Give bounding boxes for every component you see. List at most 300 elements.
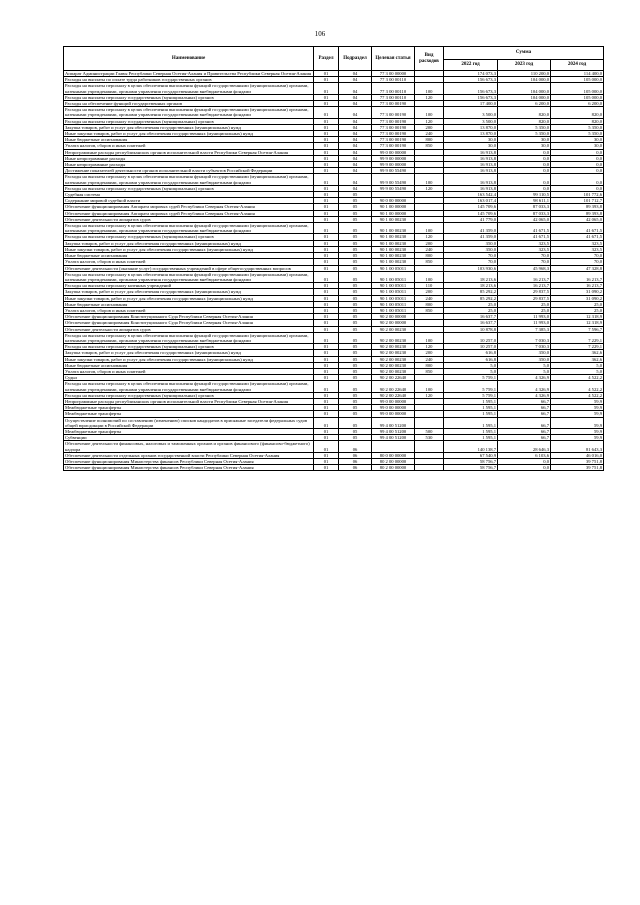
cell-2023: 0,0	[498, 162, 551, 168]
cell-article	[372, 441, 415, 452]
cell-section: 01	[314, 392, 339, 398]
cell-subsection: 06	[339, 459, 372, 465]
cell-article: 90 2 00 00230	[372, 326, 415, 332]
cell-article: 90 1 00 00230	[372, 216, 415, 222]
cell-2022: 1 595,1	[444, 405, 498, 411]
cell-2022: 16 913,8	[444, 149, 498, 155]
cell-section: 01	[314, 295, 339, 301]
cell-2023: 66,7	[498, 428, 551, 434]
cell-2022: 3 500,0	[444, 107, 498, 118]
cell-2023: 6 200,0	[498, 101, 551, 107]
table-body	[64, 71, 604, 471]
cell-section: 01	[314, 459, 339, 465]
cell-section: 01	[314, 271, 339, 282]
cell-subsection: 05	[339, 265, 372, 271]
cell-2022: 350,0	[444, 246, 498, 252]
cell-subsection: 05	[339, 362, 372, 368]
cell-name: Обеспечение функционирования Министерства финансов Республики Северная Осетия-Алания	[64, 465, 314, 471]
cell-article: 77 3 00 00000	[372, 71, 415, 77]
cell-subsection: 04	[339, 174, 372, 185]
cell-subsection: 04	[339, 168, 372, 174]
cell-2022: 25,0	[444, 301, 498, 307]
cell-name: Расходы на обеспечение функций государственных органов	[64, 101, 314, 107]
cell-subsection: 04	[339, 137, 372, 143]
cell-2022: 1 595,1	[444, 435, 498, 441]
cell-section: 01	[314, 94, 339, 100]
cell-2023: 7 030,3	[498, 344, 551, 350]
cell-2022: 10 257,0	[444, 332, 498, 343]
cell-expense-type: 530	[415, 435, 444, 441]
cell-section: 01	[314, 344, 339, 350]
cell-subsection: 04	[339, 124, 372, 130]
cell-expense-type: 100	[415, 223, 444, 234]
cell-subsection: 05	[339, 253, 372, 259]
cell-subsection: 05	[339, 381, 372, 392]
cell-subsection: 04	[339, 185, 372, 191]
cell-2023: 0,0	[498, 168, 551, 174]
cell-expense-type	[415, 417, 444, 428]
cell-expense-type: 100	[415, 271, 444, 282]
cell-article: 90 1 00 05011	[372, 301, 415, 307]
cell-article: 90 2 00 00230	[372, 368, 415, 374]
cell-expense-type: 850	[415, 307, 444, 313]
cell-2023: 66,7	[498, 411, 551, 417]
header-year-2023: 2023 год	[498, 60, 551, 71]
cell-2024: 105 000,0	[551, 77, 604, 83]
cell-2022: 30,0	[444, 137, 498, 143]
cell-article: 77 3 00 00110	[372, 77, 415, 83]
cell-2022: 156 673,3	[444, 94, 498, 100]
cell-2024: 39 751,8	[551, 459, 604, 465]
cell-2023: 6 103,6	[498, 452, 551, 458]
cell-name: Расходы на выплаты персоналу государственных (муниципальных) органов	[64, 118, 314, 124]
cell-expense-type: 120	[415, 344, 444, 350]
cell-subsection: 05	[339, 398, 372, 404]
cell-article: 99 4 00 51200	[372, 435, 415, 441]
cell-expense-type: 200	[415, 240, 444, 246]
cell-2023: 66,7	[498, 405, 551, 411]
cell-subsection: 05	[339, 417, 372, 428]
cell-name: Судебная система	[64, 192, 314, 198]
cell-expense-type: 800	[415, 137, 444, 143]
cell-expense-type: 500	[415, 428, 444, 434]
cell-2022: 163 542,4	[444, 192, 498, 198]
cell-article: 90 2 00 22640	[372, 392, 415, 398]
cell-name: Обеспечение функционирования Аппарата мировых судей Республики Северная Осетия-Алания	[64, 204, 314, 210]
cell-expense-type: 240	[415, 131, 444, 137]
cell-subsection: 05	[339, 392, 372, 398]
header-subsection: Подраздел	[339, 47, 372, 71]
cell-subsection: 05	[339, 435, 372, 441]
cell-name: Уплата налогов, сборов и иных платежей	[64, 143, 314, 149]
cell-2022: 145 709,6	[444, 210, 498, 216]
cell-2024: 0,0	[551, 174, 604, 185]
cell-subsection: 04	[339, 143, 372, 149]
cell-article: 99 9 00 00000	[372, 162, 415, 168]
cell-article: 99 0 00 00000	[372, 398, 415, 404]
cell-section: 01	[314, 259, 339, 265]
cell-section: 01	[314, 192, 339, 198]
cell-subsection: 05	[339, 375, 372, 381]
cell-name: Расходы на выплаты персоналу государственных (муниципальных) органов	[64, 94, 314, 100]
cell-section: 01	[314, 149, 339, 155]
header-article: Целевая статья	[372, 47, 415, 71]
cell-2024: 362,6	[551, 356, 604, 362]
cell-name: Иные бюджетные ассигнования	[64, 253, 314, 259]
cell-2022: 10 878,8	[444, 326, 498, 332]
cell-subsection: 05	[339, 295, 372, 301]
cell-article: 77 3 00 00190	[372, 124, 415, 130]
cell-2024: 59,9	[551, 428, 604, 434]
cell-2023: 28 646,3	[498, 441, 551, 452]
cell-2024: 46 016,0	[551, 452, 604, 458]
cell-section: 01	[314, 223, 339, 234]
cell-name: Расходы на выплаты персоналу казенных учреждений	[64, 283, 314, 289]
cell-section: 01	[314, 124, 339, 130]
cell-article: 90 1 00 05011	[372, 307, 415, 313]
cell-article: 90 1 00 00230	[372, 223, 415, 234]
cell-2022: 70,0	[444, 259, 498, 265]
cell-name: Обеспечение деятельности (оказание услуг) государственных учреждений в сфере общегосударственных вопросов	[64, 265, 314, 271]
cell-2023: 11 993,0	[498, 314, 551, 320]
cell-expense-type: 120	[415, 234, 444, 240]
cell-2024: 105 000,0	[551, 83, 604, 94]
cell-subsection: 05	[339, 307, 372, 313]
cell-2022: 174 073,3	[444, 71, 498, 77]
cell-subsection: 04	[339, 83, 372, 94]
cell-article: 90 1 00 00230	[372, 234, 415, 240]
cell-section: 01	[314, 137, 339, 143]
table-header-row	[64, 47, 604, 60]
cell-2023: 29 837,5	[498, 289, 551, 295]
cell-name: Обеспечение функционирования Аппарата мировых судей Республики Северная Осетия-Алания	[64, 210, 314, 216]
cell-subsection: 04	[339, 131, 372, 137]
cell-article: 77 3 00 00190	[372, 101, 415, 107]
cell-section: 01	[314, 107, 339, 118]
cell-2023: 42 065,0	[498, 216, 551, 222]
cell-2023: 11 993,0	[498, 320, 551, 326]
cell-article: 77 3 00 00110	[372, 83, 415, 94]
cell-2023: 7 385,3	[498, 326, 551, 332]
cell-2023: 98 611,1	[498, 198, 551, 204]
cell-2023: 5,0	[498, 362, 551, 368]
cell-name: Иные закупки товаров, работ и услуг для обеспечения государственных (муниципальных) нужд	[64, 131, 314, 137]
cell-2022: 616,8	[444, 356, 498, 362]
cell-subsection: 05	[339, 283, 372, 289]
cell-2024: 47 328,8	[551, 265, 604, 271]
cell-article: 77 3 00 00190	[372, 118, 415, 124]
cell-name: Обеспечение функционирования Конституционного Суда Республики Северная Осетия-Алания	[64, 314, 314, 320]
cell-2023: 70,0	[498, 253, 551, 259]
cell-name: Иные бюджетные ассигнования	[64, 362, 314, 368]
cell-2023: 7 030,3	[498, 332, 551, 343]
cell-2024: 59,9	[551, 411, 604, 417]
cell-section: 01	[314, 332, 339, 343]
cell-2022: 145 709,6	[444, 204, 498, 210]
cell-2022: 13 870,0	[444, 131, 498, 137]
cell-name: Закупка товаров, работ и услуг для обеспечения государственных (муниципальных) нужд	[64, 240, 314, 246]
cell-2023: 87 033,3	[498, 204, 551, 210]
cell-expense-type: 120	[415, 118, 444, 124]
cell-expense-type	[415, 465, 444, 471]
cell-expense-type: 240	[415, 246, 444, 252]
cell-subsection: 05	[339, 320, 372, 326]
cell-2023: 30,0	[498, 137, 551, 143]
cell-section: 01	[314, 101, 339, 107]
table-row	[64, 465, 604, 471]
cell-article: 90 1 00 00000	[372, 210, 415, 216]
cell-section: 01	[314, 131, 339, 137]
cell-2024: 7 596,7	[551, 326, 604, 332]
cell-article: 80 0 00 00000	[372, 452, 415, 458]
cell-section: 01	[314, 174, 339, 185]
cell-article: 77 3 00 00190	[372, 131, 415, 137]
cell-2024: 5 350,0	[551, 124, 604, 130]
cell-article: 99 9 00 55490	[372, 185, 415, 191]
cell-section: 01	[314, 435, 339, 441]
cell-2023: 0,0	[498, 465, 551, 471]
cell-article: 77 3 00 00190	[372, 107, 415, 118]
cell-subsection: 04	[339, 107, 372, 118]
cell-expense-type: 850	[415, 368, 444, 374]
cell-2024: 16 213,7	[551, 271, 604, 282]
cell-article: 90 2 00 22640	[372, 381, 415, 392]
cell-name: Обеспечение деятельности финансовых, налоговых и таможенных органов и органов финансового (финансово-бюджетного) надзора	[64, 441, 314, 452]
cell-2024: 12 318,9	[551, 314, 604, 320]
cell-name: Иные непрограммные расходы	[64, 162, 314, 168]
cell-2023: 99 110,5	[498, 192, 551, 198]
cell-2023: 16 213,7	[498, 271, 551, 282]
cell-2024: 89 393,8	[551, 204, 604, 210]
cell-2024: 105 000,0	[551, 94, 604, 100]
cell-article: 99 0 00 00000	[372, 411, 415, 417]
cell-section: 01	[314, 185, 339, 191]
cell-2024: 0,0	[551, 149, 604, 155]
cell-2022: 156 673,3	[444, 83, 498, 94]
cell-2023: 66,7	[498, 435, 551, 441]
cell-section: 01	[314, 428, 339, 434]
cell-article: 90 1 00 00230	[372, 246, 415, 252]
cell-article: 99 4 00 51200	[372, 417, 415, 428]
cell-name: Расходы на выплаты персоналу в целях обеспечения выполнения функций государственными (муниципальными) органами, казенными учреждениями, органами управления государственными внебюджетными фондами	[64, 332, 314, 343]
cell-name: Расходы на выплаты по оплате труда работников государственных органов	[64, 77, 314, 83]
cell-section: 01	[314, 234, 339, 240]
cell-name: Межбюджетные трансферты	[64, 405, 314, 411]
cell-article: 99 9 00 55490	[372, 174, 415, 185]
cell-name: Осуществление полномочий по составлению (изменению) списков кандидатов в присяжные заседатели федеральных судов общей юрисдикции в Российской Федерации	[64, 417, 314, 428]
cell-expense-type	[415, 441, 444, 452]
cell-2023: 323,5	[498, 240, 551, 246]
cell-subsection: 05	[339, 246, 372, 252]
table-row	[64, 381, 604, 392]
cell-2022: 58 756,7	[444, 459, 498, 465]
cell-2024: 0,0	[551, 155, 604, 161]
cell-2022: 85 292,2	[444, 289, 498, 295]
cell-expense-type: 240	[415, 295, 444, 301]
cell-2022: 85 292,2	[444, 295, 498, 301]
cell-name: Иные закупки товаров, работ и услуг для обеспечения государственных (муниципальных) нужд	[64, 356, 314, 362]
cell-section: 01	[314, 240, 339, 246]
cell-subsection: 05	[339, 332, 372, 343]
cell-subsection: 05	[339, 259, 372, 265]
cell-subsection: 04	[339, 118, 372, 124]
cell-article: 77 3 00 00110	[372, 94, 415, 100]
cell-2024: 31 090,2	[551, 295, 604, 301]
cell-2022: 5,0	[444, 368, 498, 374]
cell-2022: 16 637,7	[444, 320, 498, 326]
cell-name: Непрограммные расходы республиканских органов исполнительной власти Республики Северная Осетия-Алания	[64, 149, 314, 155]
cell-section: 01	[314, 381, 339, 392]
cell-2024: 4 522,2	[551, 375, 604, 381]
cell-2022: 18 213,6	[444, 271, 498, 282]
cell-article: 90 2 00 00230	[372, 344, 415, 350]
cell-section: 01	[314, 314, 339, 320]
cell-section: 01	[314, 168, 339, 174]
cell-name: Расходы на выплаты персоналу государственных (муниципальных) органов	[64, 185, 314, 191]
cell-2023: 5,0	[498, 368, 551, 374]
cell-2024: 25,0	[551, 307, 604, 313]
header-sum: Сумма	[444, 47, 604, 60]
cell-subsection: 04	[339, 149, 372, 155]
cell-article: 90 2 00 00230	[372, 332, 415, 343]
cell-section: 01	[314, 350, 339, 356]
cell-name: Уплата налогов, сборов и иных платежей	[64, 307, 314, 313]
cell-name: Расходы на выплаты персоналу в целях обеспечения выполнения функций государственными (муниципальными) органами, казенными учреждениями, органами управления государственными внебюджетными фондами	[64, 271, 314, 282]
cell-name: Обеспечение функционирования Конституционного Суда Республики Северная Осетия-Алания	[64, 320, 314, 326]
cell-subsection: 05	[339, 198, 372, 204]
cell-article: 80 2 00 00000	[372, 459, 415, 465]
table-row	[64, 174, 604, 185]
cell-2022: 3 500,0	[444, 118, 498, 124]
cell-article: 77 3 00 00190	[372, 137, 415, 143]
cell-2023: 0,0	[498, 174, 551, 185]
cell-2023: 0,0	[498, 155, 551, 161]
cell-subsection: 04	[339, 162, 372, 168]
cell-article: 90 2 00 00230	[372, 362, 415, 368]
cell-2024: 59,9	[551, 435, 604, 441]
cell-name: Межбюджетные трансферты	[64, 411, 314, 417]
cell-article: 90 2 00 00000	[372, 314, 415, 320]
cell-name: Уплата налогов, сборов и иных платежей	[64, 259, 314, 265]
cell-name: Иные закупки товаров, работ и услуг для обеспечения государственных (муниципальных) нужд	[64, 246, 314, 252]
cell-2023: 350,0	[498, 350, 551, 356]
cell-name: Межбюджетные трансферты	[64, 428, 314, 434]
cell-section: 01	[314, 143, 339, 149]
cell-subsection: 05	[339, 240, 372, 246]
cell-article: 90 1 00 05011	[372, 289, 415, 295]
cell-name: Субвенции	[64, 435, 314, 441]
cell-2022: 10 257,0	[444, 344, 498, 350]
table-row	[64, 107, 604, 118]
cell-2022: 16 637,7	[444, 314, 498, 320]
cell-subsection: 05	[339, 271, 372, 282]
cell-2024: 323,5	[551, 246, 604, 252]
cell-expense-type: 200	[415, 124, 444, 130]
cell-2023: 4 326,9	[498, 375, 551, 381]
cell-2024: 820,0	[551, 118, 604, 124]
cell-section: 01	[314, 465, 339, 471]
cell-article: 90 2 00 00230	[372, 350, 415, 356]
cell-2022: 41 779,0	[444, 216, 498, 222]
cell-subsection: 06	[339, 452, 372, 458]
cell-2023: 104 000,0	[498, 83, 551, 94]
cell-expense-type: 110	[415, 283, 444, 289]
cell-2022: 5 759,1	[444, 392, 498, 398]
cell-2024: 41 671,5	[551, 234, 604, 240]
cell-name: Расходы на выплаты персоналу в целях обеспечения выполнения функций государственными (муниципальными) органами, казенными учреждениями, органами управления государственными внебюджетными фондами	[64, 223, 314, 234]
cell-section: 01	[314, 204, 339, 210]
cell-article: 77 3 00 00190	[372, 143, 415, 149]
cell-expense-type: 100	[415, 381, 444, 392]
cell-article: 99 4 00 51200	[372, 428, 415, 434]
cell-name: Аппарат Администрации Главы Республики Северная Осетия-Алания и Правительства Республики Северная Осетия-Алания	[64, 71, 314, 77]
cell-article: 90 1 00 05011	[372, 283, 415, 289]
cell-article: 99 9 00 00000	[372, 155, 415, 161]
header-year-2024: 2024 год	[551, 60, 604, 71]
cell-2024: 30,0	[551, 137, 604, 143]
cell-section: 01	[314, 398, 339, 404]
cell-article: 90 1 00 05011	[372, 271, 415, 282]
cell-expense-type: 800	[415, 362, 444, 368]
cell-2022: 5 759,1	[444, 375, 498, 381]
cell-2022: 103 930,6	[444, 265, 498, 271]
cell-2022: 140 138,7	[444, 441, 498, 452]
cell-2023: 323,5	[498, 246, 551, 252]
cell-2022: 156 673,3	[444, 77, 498, 83]
cell-subsection: 05	[339, 350, 372, 356]
cell-section: 01	[314, 356, 339, 362]
cell-name: Иные непрограммные расходы	[64, 155, 314, 161]
cell-name: Непрограммные расходы республиканских органов исполнительной власти Республики Северная Осетия-Алания	[64, 398, 314, 404]
header-expense-type: Вид расходов	[415, 47, 444, 71]
cell-name: Иные бюджетные ассигнования	[64, 301, 314, 307]
cell-2022: 1 595,1	[444, 411, 498, 417]
cell-2024: 101 712,7	[551, 198, 604, 204]
cell-article: 90 1 00 00230	[372, 253, 415, 259]
cell-name: Обеспечение деятельности аппаратов судов	[64, 326, 314, 332]
cell-2024: 5 350,0	[551, 131, 604, 137]
cell-name: Судьи	[64, 375, 314, 381]
cell-2024: 59,9	[551, 398, 604, 404]
table-row	[64, 441, 604, 452]
page-number: 106	[314, 30, 326, 38]
cell-subsection: 04	[339, 101, 372, 107]
cell-name: Иные бюджетные ассигнования	[64, 137, 314, 143]
cell-2023: 5 350,0	[498, 131, 551, 137]
cell-subsection: 05	[339, 405, 372, 411]
cell-2022: 16 913,8	[444, 155, 498, 161]
cell-subsection: 06	[339, 465, 372, 471]
cell-name: Расходы на выплаты персоналу в целях обеспечения выполнения функций государственными (муниципальными) органами, казенными учреждениями, органами управления государственными внебюджетными фондами	[64, 381, 314, 392]
cell-subsection: 05	[339, 411, 372, 417]
cell-2024: 0,0	[551, 185, 604, 191]
cell-subsection: 05	[339, 326, 372, 332]
cell-2022: 16 913,8	[444, 162, 498, 168]
cell-subsection: 05	[339, 428, 372, 434]
cell-section: 01	[314, 210, 339, 216]
cell-article: 90 1 00 00230	[372, 259, 415, 265]
cell-section: 01	[314, 375, 339, 381]
cell-section: 01	[314, 216, 339, 222]
cell-section: 01	[314, 71, 339, 77]
cell-2024: 7 229,1	[551, 332, 604, 343]
cell-2022: 16 913,8	[444, 185, 498, 191]
cell-2022: 163 017,4	[444, 198, 498, 204]
cell-section: 01	[314, 77, 339, 83]
cell-2024: 7 229,1	[551, 344, 604, 350]
cell-name: Обеспечение функционирования Министерства финансов Республики Северная Осетия-Алания	[64, 459, 314, 465]
cell-article: 90 0 00 00000	[372, 198, 415, 204]
